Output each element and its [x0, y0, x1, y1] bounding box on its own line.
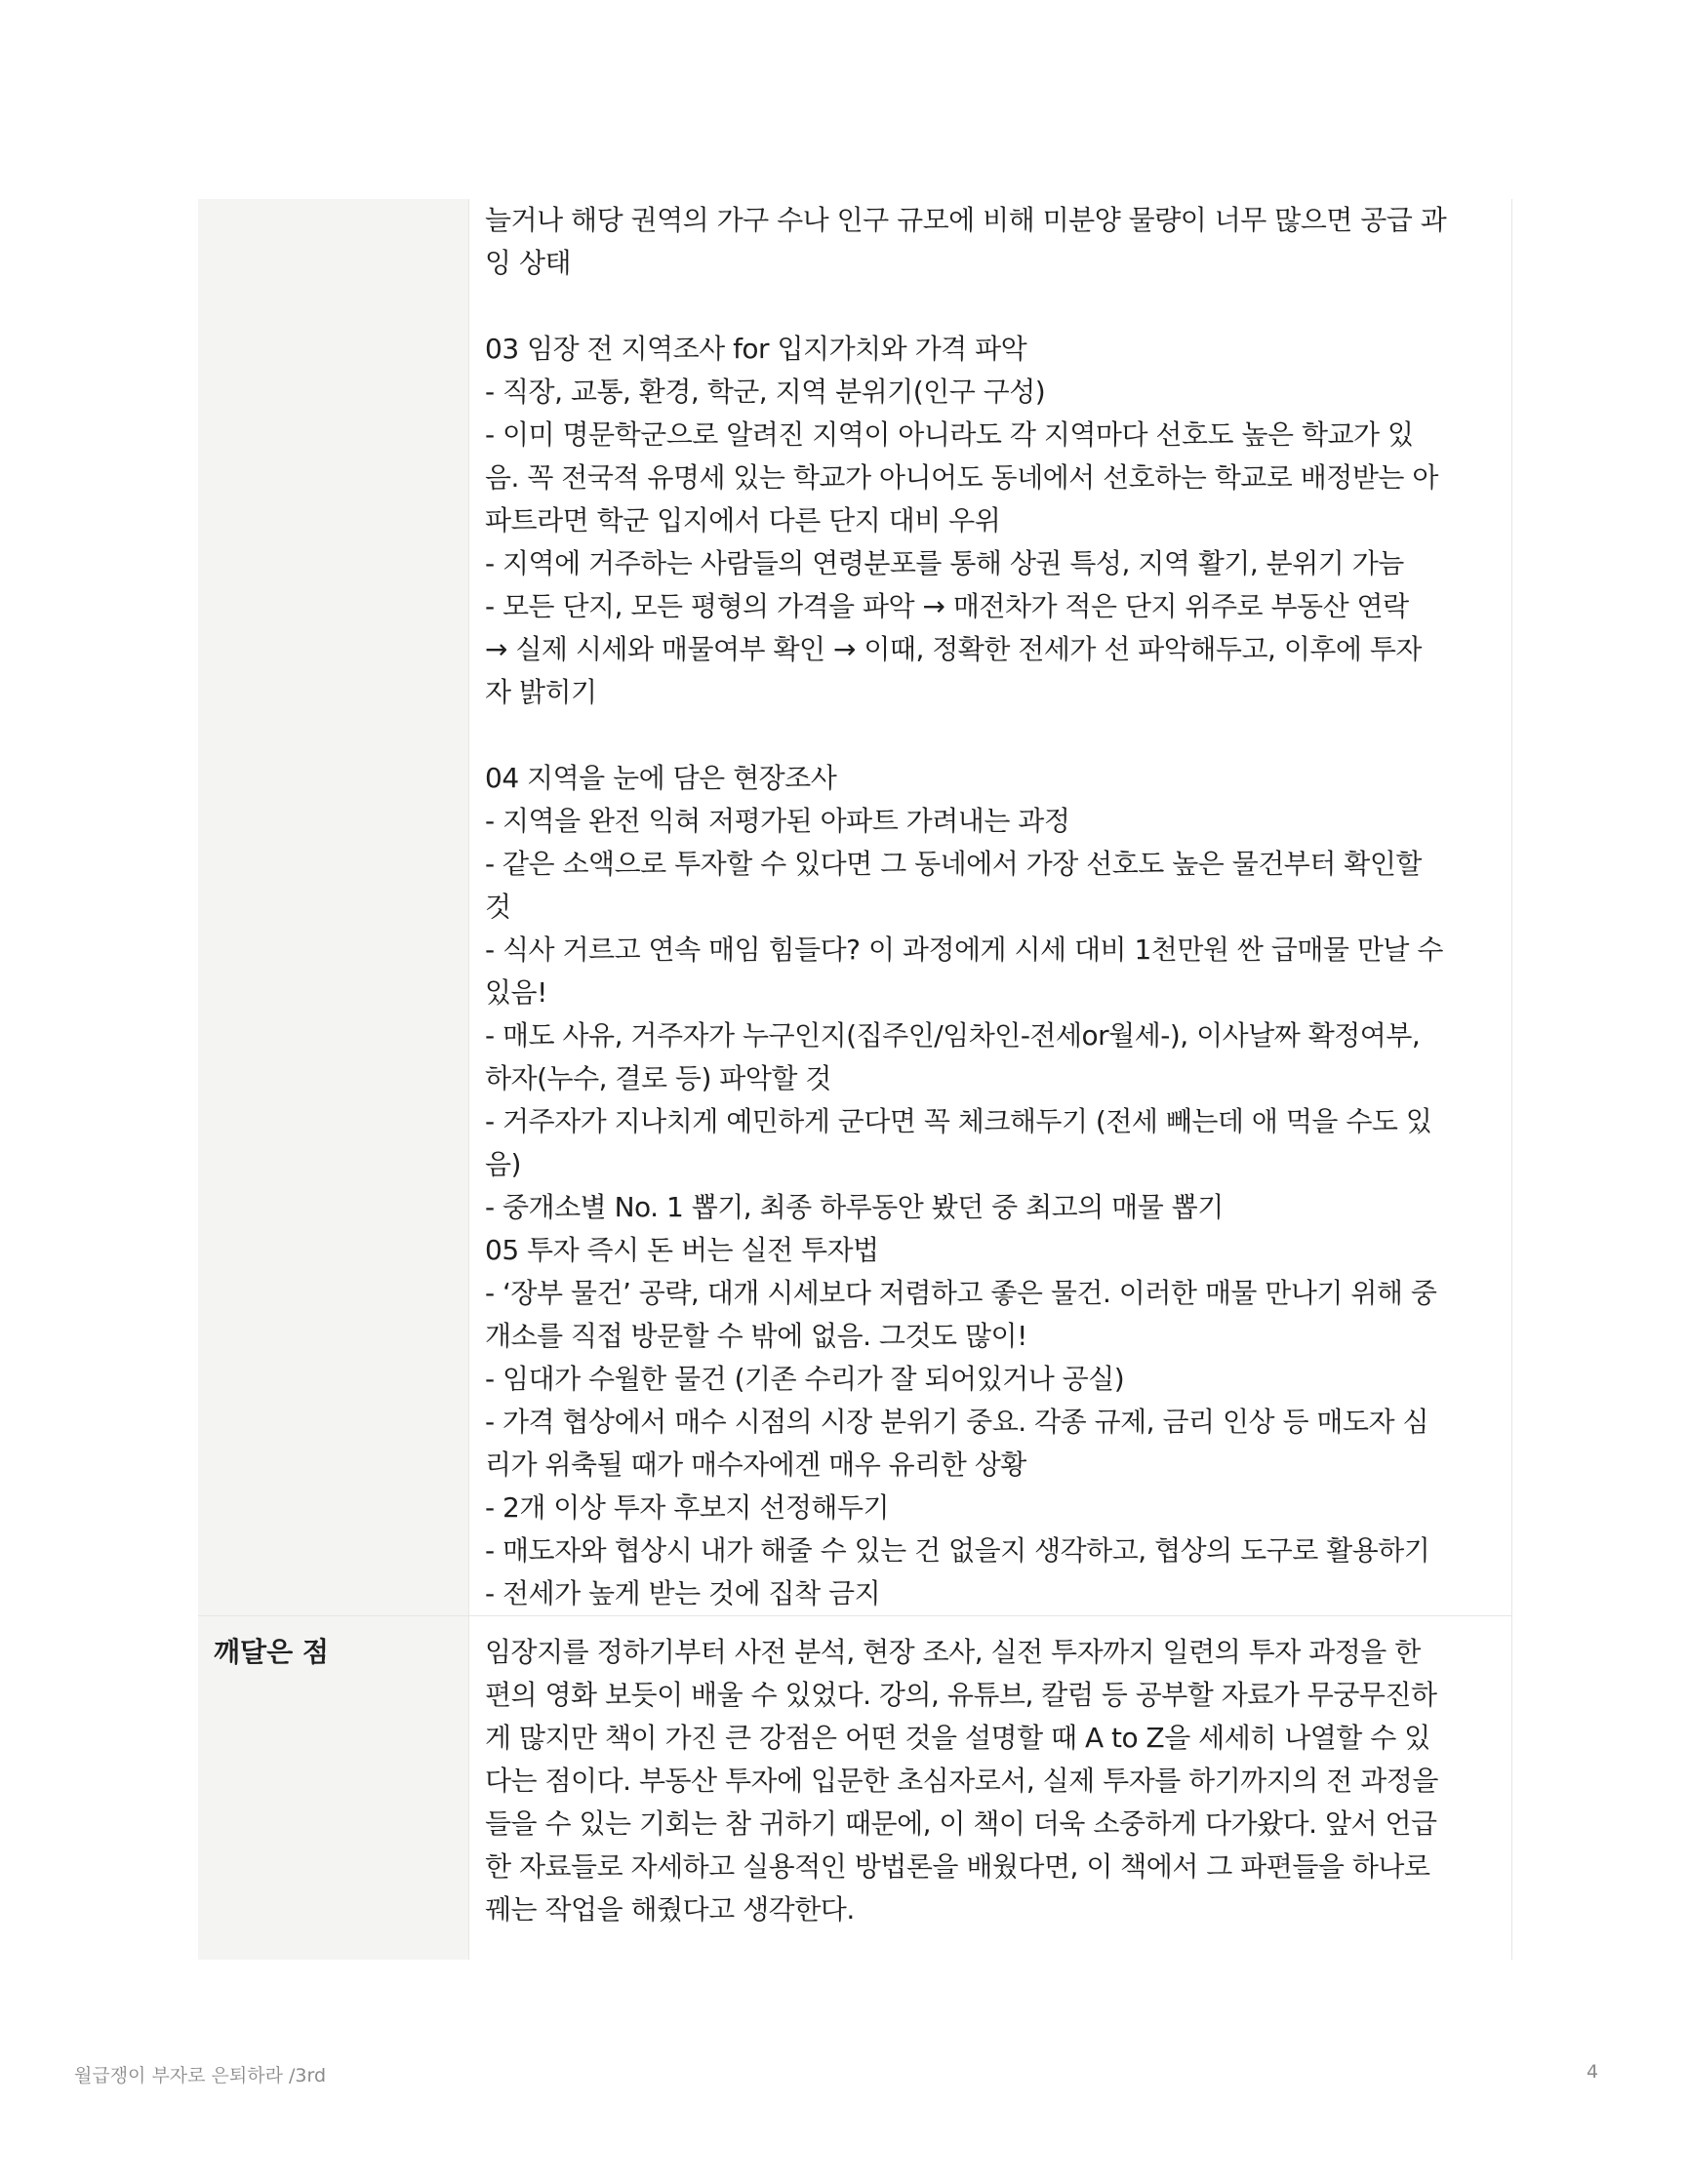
- text-line: - 식사 거르고 연속 매임 힘들다? 이 과정에게 시세 대비 1천만원 싼 급매물 만날 수: [485, 933, 1443, 966]
- text-line: 늘거나 해당 권역의 가구 수나 인구 규모에 비해 미분양 물량이 너무 많으면 공급 과: [485, 204, 1447, 236]
- table-row-realization: [198, 1616, 1512, 1961]
- text-line: 편의 영화 보듯이 배울 수 있었다. 강의, 유튜브, 칼럼 등 공부할 자료가 무궁무진하: [485, 1679, 1437, 1711]
- row-label: [198, 199, 468, 214]
- text-line: 03 임장 전 지역조사 for 입지가치와 가격 파악: [485, 333, 1027, 365]
- text-line: - 가격 협상에서 매수 시점의 시장 분위기 중요. 각종 규제, 금리 인상 등 매도자 심: [485, 1406, 1429, 1438]
- text-line: 한 자료들로 자세하고 실용적인 방법론을 배웠다면, 이 책에서 그 파편들을 하나로: [485, 1850, 1430, 1883]
- text-line: 것: [485, 891, 511, 923]
- page-number: 4: [1587, 2061, 1599, 2083]
- text-line: → 실제 시세와 매물여부 확인 → 이때, 정확한 전세가 선 파악해두고, 이후에 투자: [485, 633, 1422, 665]
- text-line: 자 밝히기: [485, 676, 597, 708]
- text-line: 잉 상태: [485, 247, 572, 279]
- text-line: 게 많지만 책이 가진 큰 강점은 어떤 것을 설명할 때 A to Z을 세세히 나열할 수 있: [485, 1722, 1430, 1754]
- text-line: 있음!: [485, 976, 547, 1009]
- row-label-realization: 깨달은 점: [214, 1636, 329, 1668]
- text-line: 하자(누수, 결로 등) 파악할 것: [485, 1062, 831, 1094]
- row-label-cell: [198, 199, 469, 1616]
- text-line: - 전세가 높게 받는 것에 집착 금지: [485, 1577, 881, 1609]
- text-line: 다는 점이다. 부동산 투자에 입문한 초심자로서, 실제 투자를 하기까지의 전 과정을: [485, 1765, 1438, 1797]
- text-line: - 거주자가 지나치게 예민하게 군다면 꼭 체크해두기 (전세 빼는데 애 먹을 수도 있: [485, 1105, 1432, 1137]
- text-line: 04 지역을 눈에 담은 현장조사: [485, 762, 837, 794]
- text-line: 음): [485, 1148, 521, 1180]
- text-line: 파트라면 학군 입지에서 다른 단지 대비 우위: [485, 504, 1001, 536]
- text-line: 음. 꼭 전국적 유명세 있는 학교가 아니어도 동네에서 선호하는 학교로 배정받는 아: [485, 461, 1438, 494]
- text-line: - 모든 단지, 모든 평형의 가격을 파악 → 매전차가 적은 단지 위주로 부동산 연락: [485, 590, 1409, 622]
- text-line: - 임대가 수월한 물건 (기존 수리가 잘 되어있거나 공실): [485, 1363, 1125, 1395]
- text-line: 들을 수 있는 기회는 참 귀하기 때문에, 이 책이 더욱 소중하게 다가왔다. 앞서 언급: [485, 1807, 1437, 1840]
- row-content-cell: [469, 1616, 1512, 1961]
- text-line: - 매도 사유, 거주자가 누구인지(집주인/임차인-전세or월세-), 이사날짜 확정여부,: [485, 1019, 1421, 1052]
- text-line: - ‘장부 물건’ 공략, 대개 시세보다 저렴하고 좋은 물건. 이러한 매물 만나기 위해 중: [485, 1277, 1437, 1309]
- text-line: - 직장, 교통, 환경, 학군, 지역 분위기(인구 구성): [485, 376, 1046, 408]
- footer-title: 월급쟁이 부자로 은퇴하라 /3rd: [74, 2065, 327, 2086]
- content-table: [198, 199, 1512, 1960]
- text-line: 개소를 직접 방문할 수 밖에 없음. 그것도 많이!: [485, 1320, 1027, 1352]
- text-line: - 같은 소액으로 투자할 수 있다면 그 동네에서 가장 선호도 높은 물건부터 확인할: [485, 848, 1422, 880]
- row-content-cell: [469, 199, 1512, 1616]
- row-label-cell: [198, 1616, 469, 1961]
- row-content: [469, 199, 1484, 1615]
- text-line: 05 투자 즉시 돈 버는 실전 투자법: [485, 1234, 879, 1266]
- text-line: - 지역에 거주하는 사람들의 연령분포를 통해 상권 특성, 지역 활기, 분위기 가늠: [485, 547, 1404, 579]
- text-line: 꿰는 작업을 해줬다고 생각한다.: [485, 1893, 855, 1926]
- blank-line: [485, 285, 1484, 328]
- text-line: 임장지를 정하기부터 사전 분석, 현장 조사, 실전 투자까지 일련의 투자 과정을 한: [485, 1636, 1421, 1668]
- table-row-top: [198, 199, 1512, 1616]
- text-line: - 중개소별 No. 1 뽑기, 최종 하루동안 봤던 중 최고의 매물 뽑기: [485, 1191, 1224, 1223]
- text-line: - 2개 이상 투자 후보지 선정해두기: [485, 1491, 890, 1524]
- blank-line: [485, 714, 1484, 757]
- text-line: 리가 위축될 때가 매수자에겐 매우 유리한 상황: [485, 1449, 1026, 1481]
- text-line: - 지역을 완전 익혀 저평가된 아파트 가려내는 과정: [485, 805, 1070, 837]
- text-line: - 매도자와 협상시 내가 해줄 수 있는 건 없을지 생각하고, 협상의 도구로 활용하기: [485, 1534, 1430, 1567]
- row-content-realization: [469, 1616, 1484, 1931]
- text-line: - 이미 명문학군으로 알려진 지역이 아니라도 각 지역마다 선호도 높은 학교가 있: [485, 418, 1414, 451]
